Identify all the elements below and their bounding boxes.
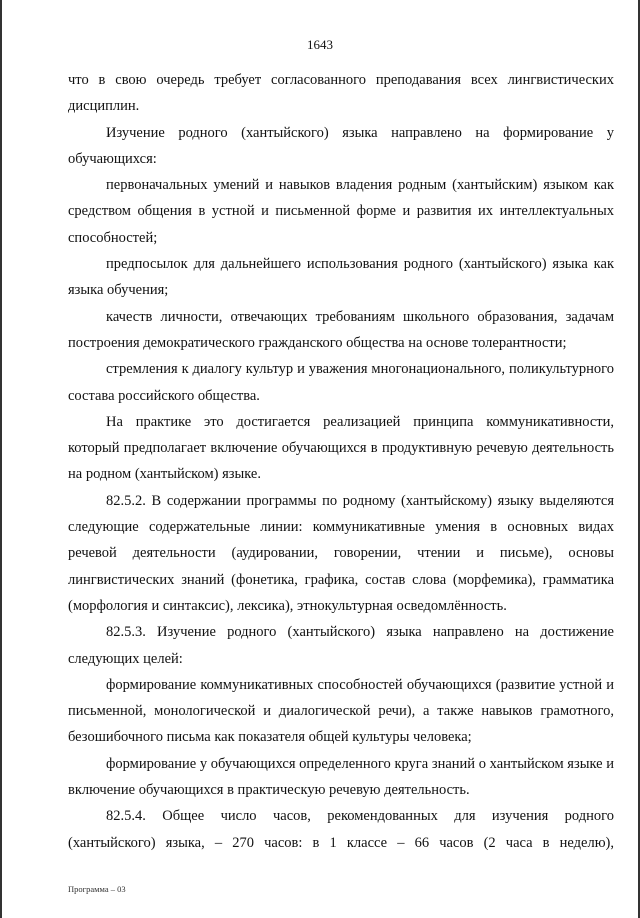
page-number: 1643 xyxy=(307,37,333,52)
paragraph-section-82-5-3: 82.5.3. Изучение родного (хантыйского) языка направлено на достижение следующих целей: xyxy=(68,624,614,667)
paragraph-list-item: формирование коммуникативных способностей обучающихся (развитие устной и письменной, монологической и диалогической речи), а также навыков грамотного, безошибочного письма как показателя общей культуры человека; xyxy=(68,676,614,746)
paragraph-list-item: стремления к диалогу культур и уважения многонационального, поликультурного состава российского общества. xyxy=(68,361,614,404)
paragraph-list-item: формирование у обучающихся определенного круга знаний о хантыйском языке и включение обучающихся в практическую речевую деятельность. xyxy=(68,755,614,799)
paragraph-continuation: что в свою очередь требует согласованного преподавания всех лингвистических дисциплин. xyxy=(68,72,614,115)
body-text xyxy=(68,67,614,856)
paragraph-list-item: первоначальных умений и навыков владения родным (хантыйским) языком как средством общения в устной и письменной форме и развития их интеллектуальных способностей; xyxy=(68,177,614,246)
paragraph-intro: Изучение родного (хантыйского) языка направлено на формирование у обучающихся: xyxy=(68,124,614,167)
paragraph: На практике это достигается реализацией принципа коммуникативности, который предполагает включение обучающихся в продуктивную речевую деятельность на родном (хантыйском) языке. xyxy=(68,413,614,483)
paragraph-list-item: качеств личности, отвечающих требованиям школьного образования, задачам построения демократического гражданского общества на основе толерантности; xyxy=(68,308,614,351)
paragraph-list-item: предпосылок для дальнейшего использования родного (хантыйского) языка как языка обучения; xyxy=(68,256,614,299)
paragraph-section-82-5-4: 82.5.4. Общее число часов, рекомендованных для изучения родного (хантыйского) языка, – 270 часов: в 1 классе – 66 часов (2 часа в неделю), xyxy=(68,808,614,851)
footer-label: Программа – 03 xyxy=(68,884,126,894)
paragraph-section-82-5-2: 82.5.2. В содержании программы по родному (хантыйскому) языку выделяются следующие содержательные линии: коммуникативные умения в основных видах речевой деятельности (аудировании, говорении, чтении и письме), основы лингвистических знаний (фонетика, графика, состав слова (морфемика), грамматика (морфология и синтаксис), лексика), этнокультурная осведомлённость. xyxy=(68,492,614,614)
